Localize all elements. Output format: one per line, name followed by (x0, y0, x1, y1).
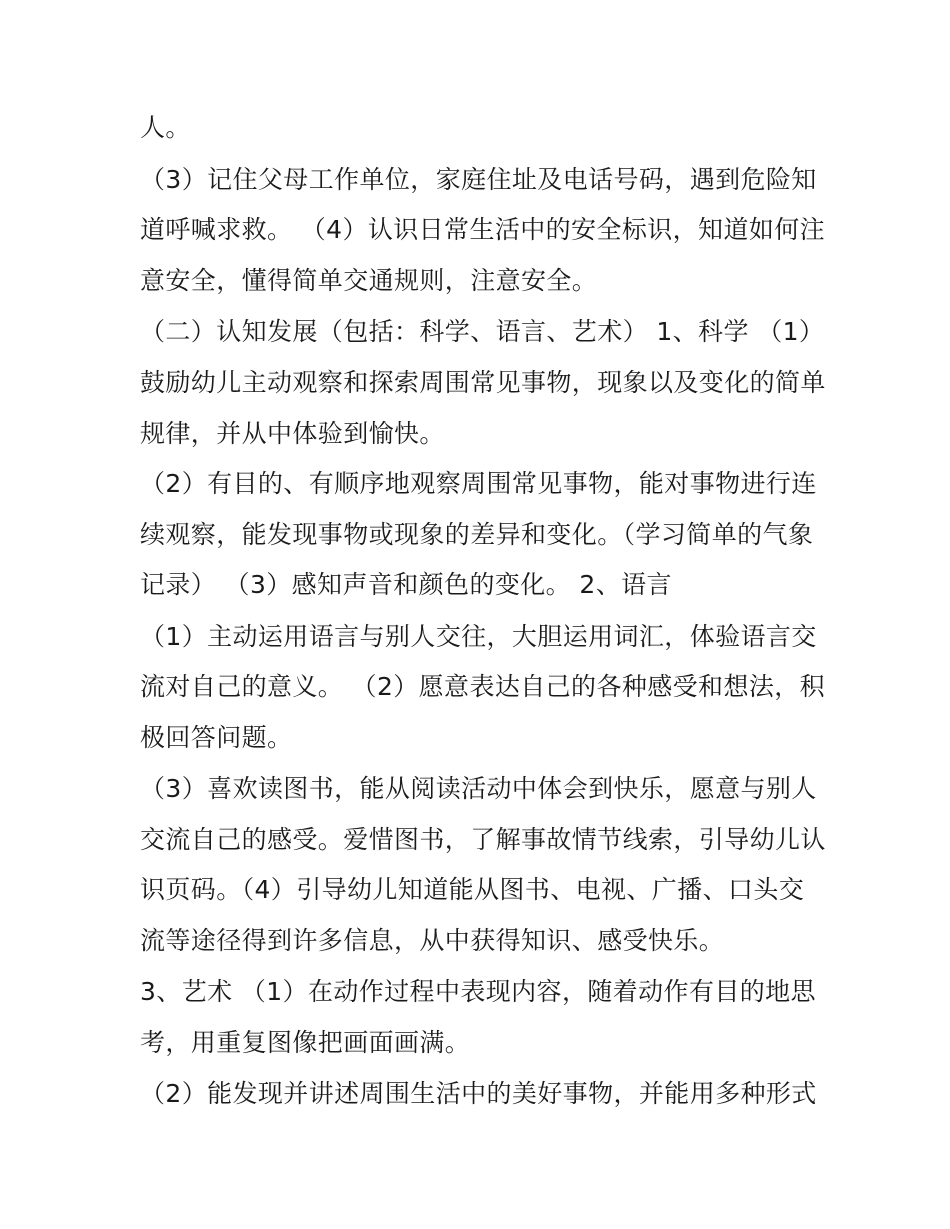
text-line: 3、艺术 （1）在动作过程中表现内容，随着动作有目的地思 (140, 977, 816, 1006)
text-line: （二）认知发展（包括：科学、语言、艺术） 1、科学 （1） (140, 317, 825, 346)
text-line: 识页码。（4）引导幼儿知道能从图书、电视、广播、口头交 (140, 875, 805, 904)
text-line: 交流自己的感受。爱惜图书，了解事故情节线索，引导幼儿认 (140, 825, 826, 854)
text-line: （2）有目的、有顺序地观察周围常见事物，能对事物进行连 (140, 469, 817, 498)
text-line: 续观察，能发现事物或现象的差异和变化。（学习简单的气象 (140, 520, 814, 549)
text-line: 考，用重复图像把画面画满。 (140, 1028, 471, 1057)
text-line: 记录） （3）感知声音和颜色的变化。 2、语言 (140, 570, 672, 599)
text-line: 流对自己的意义。 （2）愿意表达自己的各种感受和想法，积 (140, 672, 826, 701)
text-line: 人。 (140, 113, 191, 142)
text-line: 道呼喊求救。 （4）认识日常生活中的安全标识，知道如何注 (140, 215, 826, 244)
text-line: 意安全，懂得简单交通规则，注意安全。 (140, 266, 598, 295)
text-line: 极回答问题。 (140, 723, 293, 752)
text-line: （1）主动运用语言与别人交往，大胆运用词汇，体验语言交 (140, 622, 817, 651)
text-line: 流等途径得到许多信息，从中获得知识、感受快乐。 (140, 926, 725, 955)
text-line: （3）喜欢读图书，能从阅读活动中体会到快乐，愿意与别人 (140, 774, 817, 803)
text-line: （3）记住父母工作单位，家庭住址及电话号码，遇到危险知 (140, 165, 817, 194)
text-line: 规律，并从中体验到愉快。 (140, 419, 445, 448)
text-line: （2）能发现并讲述周围生活中的美好事物，并能用多种形式 (140, 1079, 817, 1108)
text-line: 鼓励幼儿主动观察和探索周围常见事物，现象以及变化的简单 (140, 368, 826, 397)
